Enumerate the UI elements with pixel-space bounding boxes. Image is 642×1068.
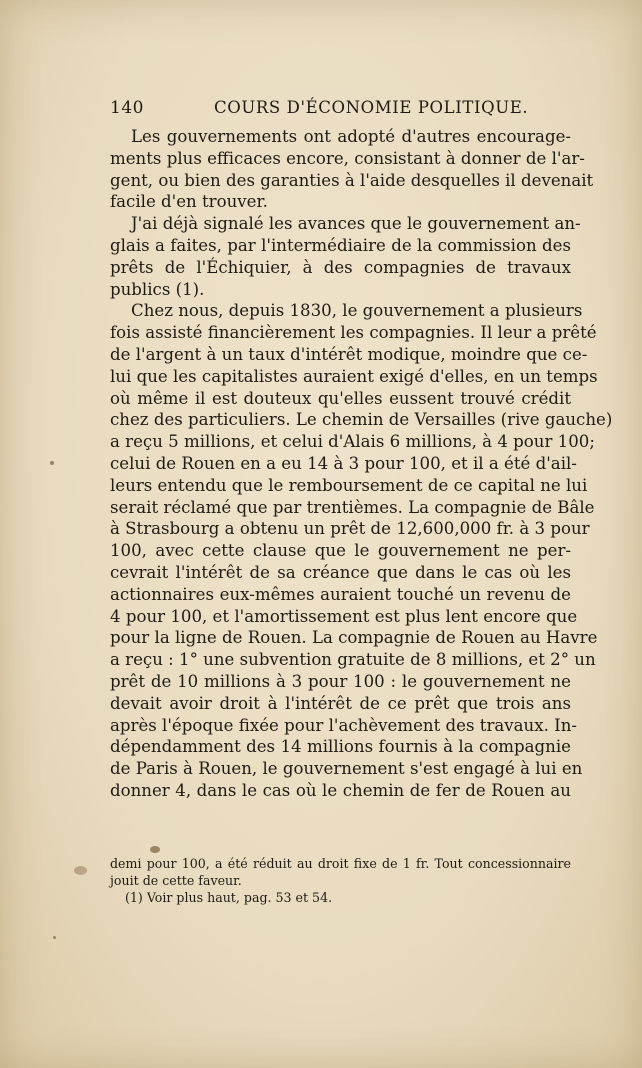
text-line: prêt de 10 millions à 3 pour 100 : le gouvernement ne [110, 671, 571, 691]
text-line: chez des particuliers. Le chemin de Versailles (rive gauche) [110, 410, 613, 430]
page-number: 140 [110, 98, 144, 118]
text-line: 100, avec cette clause que le gouvernement ne per- [110, 541, 571, 561]
text-line: ments plus efficaces encore, consistant à donner de l'ar- [110, 148, 585, 168]
text-line: serait réclamé que par trentièmes. La compagnie de Bâle [110, 497, 595, 517]
text-line: actionnaires eux-mêmes auraient touché un revenu de [110, 584, 571, 604]
ink-dot [53, 936, 56, 939]
text-line: lui que les capitalistes auraient exigé d'elles, en un temps [110, 366, 598, 386]
text-line: après l'époque fixée pour l'achèvement des travaux. In- [110, 715, 577, 735]
ink-stain [74, 866, 87, 875]
text-line: dépendamment des 14 millions fournis à la compagnie [110, 737, 571, 757]
text-line: leurs entendu que le remboursement de ce capital ne lui [110, 475, 588, 495]
text-line: pour la ligne de Rouen. La compagnie de Rouen au Havre [110, 628, 598, 648]
text-line: celui de Rouen en a eu 14 à 3 pour 100, et il a été d'ail- [110, 453, 577, 473]
footnotes [110, 855, 571, 906]
ink-stain [150, 846, 160, 853]
text-line: fois assisté financièrement les compagnies. Il leur a prêté [110, 323, 597, 343]
text-line: publics (1). [110, 279, 205, 299]
text-line: devait avoir droit à l'intérêt de ce prêt que trois ans [110, 693, 571, 713]
text-line: facile d'en trouver. [110, 192, 268, 212]
running-title: COURS D'ÉCONOMIE POLITIQUE. [214, 98, 529, 117]
running-head [110, 98, 574, 124]
text-line: cevrait l'intérêt de sa créance que dans le cas où les [110, 562, 571, 582]
text-line: Chez nous, depuis 1830, le gouvernement a plusieurs [131, 301, 583, 321]
text-line: a reçu : 1° une subvention gratuite de 8 millions, et 2° un [110, 650, 596, 670]
text-line: où même il est douteux qu'elles eussent trouvé crédit [110, 388, 571, 408]
body-text [110, 126, 613, 802]
footnote-line: demi pour 100, a été réduit au droit fixe de 1 fr. Tout concessionnaire [110, 856, 571, 871]
text-line: J'ai déjà signalé les avances que le gouvernement an- [131, 214, 581, 234]
text-line: de Paris à Rouen, le gouvernement s'est engagé à lui en [110, 759, 583, 779]
text-line: donner 4, dans le cas où le chemin de fer de Rouen au [110, 780, 571, 800]
ink-dot [50, 461, 54, 465]
text-line: Les gouvernements ont adopté d'autres encourage- [131, 127, 571, 146]
footnote-line: jouit de cette faveur. [110, 873, 242, 888]
text-line: prêts de l'Échiquier, à des compagnies de travaux [110, 257, 571, 277]
text-line: à Strasbourg a obtenu un prêt de 12,600,000 fr. à 3 pour [110, 519, 590, 539]
footnote-line: (1) Voir plus haut, pag. 53 et 54. [125, 890, 333, 905]
text-line: gent, ou bien des garanties à l'aide desquelles il devenait [110, 170, 594, 190]
text-line: a reçu 5 millions, et celui d'Alais 6 millions, à 4 pour 100; [110, 432, 595, 452]
text-line: de l'argent à un taux d'intérêt modique, moindre que ce- [110, 344, 588, 364]
text-line: glais a faites, par l'intermédiaire de la commission des [110, 235, 571, 255]
text-line: 4 pour 100, et l'amortissement est plus lent encore que [110, 606, 578, 626]
